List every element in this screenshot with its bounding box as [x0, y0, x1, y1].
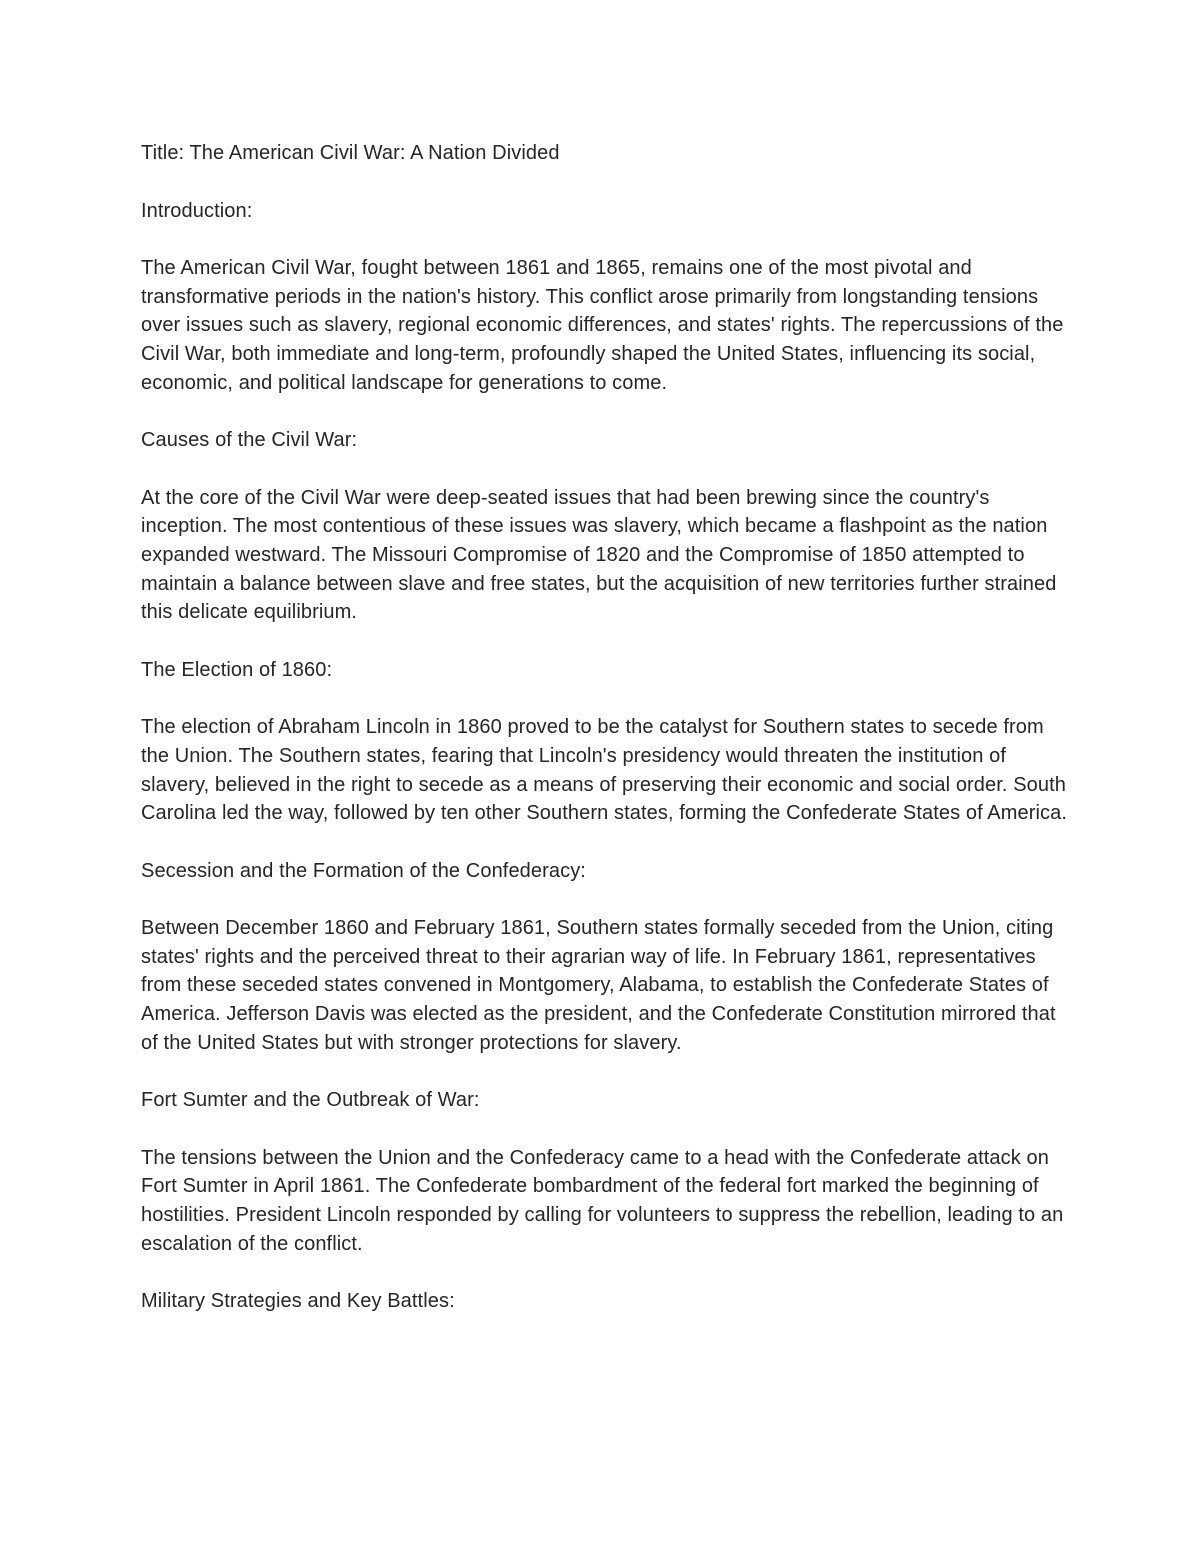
- section-heading-introduction: Introduction:: [141, 199, 253, 222]
- section-paragraph-secession: Between December 1860 and February 1861, Southern states formally seceded from the Union, citing states' rights and the perceived threat to their agrarian way of life. In February 1861, representatives from these seceded states convened in Montgomery, Alabama, to establish the Confederate States of America. Jefferson Davis was elected as the president, and the Confederate Constitution mirrored that of the United States but with stronger protections for slavery.: [141, 917, 1056, 1054]
- document-title: Title: The American Civil War: A Nation Divided: [141, 142, 560, 164]
- section-paragraph-causes: At the core of the Civil War were deep-seated issues that had been brewing since the country's inception. The most contentious of these issues was slavery, which became a flashpoint as the nation expanded westward. The Missouri Compromise of 1820 and the Compromise of 1850 attempted to maintain a balance between slave and free states, but the acquisition of new territories further strained this delicate equilibrium.: [141, 486, 1057, 624]
- section-paragraph-fort-sumter: The tensions between the Union and the Confederacy came to a head with the Confederate attack on Fort Sumter in April 1861. The Confederate bombardment of the federal fort marked the beginning of hostilities. President Lincoln responded by calling for volunteers to suppress the rebellion, leading to an escalation of the conflict.: [141, 1146, 1064, 1255]
- section-paragraph-election: The election of Abraham Lincoln in 1860 proved to be the catalyst for Southern states to secede from the Union. The Southern states, fearing that Lincoln's presidency would threaten the institution of slavery, believed in the right to secede as a means of preserving their economic and social order. South Carolina led the way, followed by ten other Southern states, forming the Confederate States of America.: [141, 716, 1067, 825]
- section-heading-secession: Secession and the Formation of the Confederacy:: [141, 859, 586, 882]
- document-body: [141, 139, 1071, 1345]
- section-heading-fort-sumter: Fort Sumter and the Outbreak of War:: [141, 1089, 480, 1112]
- section-heading-military: Military Strategies and Key Battles:: [141, 1290, 455, 1313]
- section-heading-causes: Causes of the Civil War:: [141, 429, 358, 452]
- section-heading-election: The Election of 1860:: [141, 658, 333, 681]
- section-paragraph-introduction: The American Civil War, fought between 1861 and 1865, remains one of the most pivotal and transformative periods in the nation's history. This conflict arose primarily from longstanding tensions over issues such as slavery, regional economic differences, and states' rights. The repercussions of the Civil War, both immediate and long-term, profoundly shaped the United States, influencing its social, economic, and political landscape for generations to come.: [141, 257, 1064, 394]
